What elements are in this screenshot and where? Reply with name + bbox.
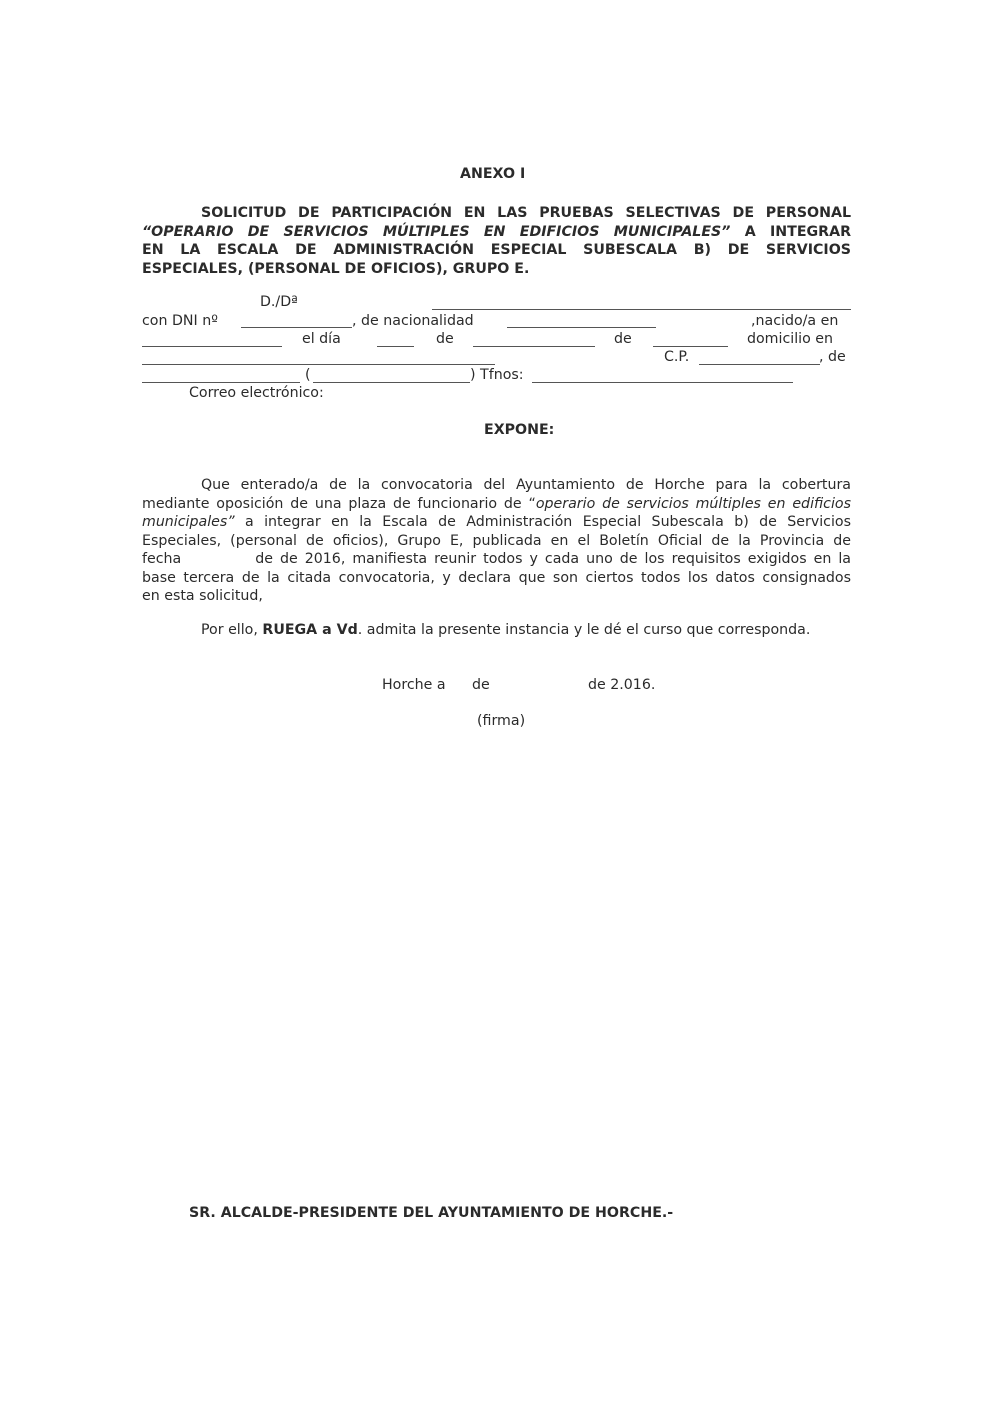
date-place: Horche a (382, 677, 446, 693)
birth-year-field[interactable] (653, 346, 728, 347)
postal-code-field[interactable] (699, 364, 820, 365)
heading-line-2-rest: A INTEGRAR (730, 223, 852, 240)
document-heading (142, 204, 851, 278)
paragraph-line-2 (142, 495, 851, 514)
birthplace-field[interactable] (142, 346, 282, 347)
paragraph-fecha: fecha (142, 551, 182, 567)
exposition-paragraph (142, 476, 851, 606)
birth-month-field[interactable] (473, 346, 595, 347)
province-field[interactable] (313, 382, 470, 383)
paragraph-line-3b: a integrar en la Escala de Administración Especial Subescala b) de Servicios (234, 514, 851, 530)
email-label: Correo electrónico: (189, 385, 324, 401)
heading-line-2 (142, 223, 851, 242)
annex-title: ANEXO I (460, 166, 526, 182)
signature-label: (firma) (477, 713, 526, 729)
request-paragraph (201, 622, 810, 638)
request-post: . admita la presente instancia y le dé el curso que corresponda. (357, 622, 811, 638)
paragraph-line-4: Especiales, (personal de oficios), Grupo E, publicada en el Boletín Oficial de la Provincia de (142, 532, 851, 549)
paragraph-job-title-2: municipales” (142, 514, 235, 530)
de-label-3: , de (819, 349, 846, 365)
open-paren: ( (305, 367, 311, 383)
el-dia-label: el día (302, 331, 341, 347)
request-pre: Por ello, (201, 622, 263, 638)
name-field[interactable] (432, 309, 851, 310)
cp-label: C.P. (664, 349, 690, 365)
paragraph-line-5b: de de 2016, manifiesta reunir todos y cada uno de los requisitos exigidos en la (255, 551, 851, 567)
de-label-2: de (614, 331, 632, 347)
domicilio-label: domicilio en (747, 331, 833, 347)
expone-title: EXPONE: (484, 422, 555, 438)
heading-line-4: ESPECIALES, (PERSONAL DE OFICIOS), GRUPO E. (142, 260, 530, 277)
date-de: de (472, 677, 490, 693)
nationality-label: , de nacionalidad (352, 313, 474, 329)
paragraph-line-5 (142, 550, 851, 569)
paragraph-line-7: en esta solicitud, (142, 588, 263, 604)
dd-label: D./Dª (260, 294, 298, 310)
dni-label: con DNI nº (142, 313, 218, 329)
date-year: de 2.016. (588, 677, 656, 693)
addressee: SR. ALCALDE-PRESIDENTE DEL AYUNTAMIENTO DE HORCHE.- (189, 1205, 674, 1221)
request-bold: RUEGA a Vd (262, 622, 358, 638)
city-field[interactable] (142, 382, 300, 383)
de-label-1: de (436, 331, 454, 347)
phones-label: ) Tfnos: (470, 367, 524, 383)
nationality-field[interactable] (507, 327, 656, 328)
paragraph-line-1: Que enterado/a de la convocatoria del Ayuntamiento de Horche para la cobertura (201, 477, 851, 493)
phones-field[interactable] (532, 382, 793, 383)
heading-job-title: “OPERARIO DE SERVICIOS MÚLTIPLES EN EDIFICIOS MUNICIPALES” (142, 223, 731, 240)
birth-day-field[interactable] (377, 346, 414, 347)
heading-line-1: SOLICITUD DE PARTICIPACIÓN EN LAS PRUEBAS SELECTIVAS DE PERSONAL (201, 205, 851, 221)
heading-line-3: EN LA ESCALA DE ADMINISTRACIÓN ESPECIAL SUBESCALA B) DE SERVICIOS (142, 242, 851, 258)
paragraph-line-2a: mediante oposición de una plaza de funcionario de “ (142, 495, 536, 512)
paragraph-line-3 (142, 513, 851, 532)
paragraph-job-title-1: operario de servicios múltiples en edificios (535, 495, 851, 512)
paragraph-line-6: base tercera de la citada convocatoria, y declara que son ciertos todos los datos consignados (142, 569, 851, 586)
address-field[interactable] (142, 364, 495, 365)
born-label: ,nacido/a en (751, 313, 839, 329)
dni-field[interactable] (241, 327, 352, 328)
